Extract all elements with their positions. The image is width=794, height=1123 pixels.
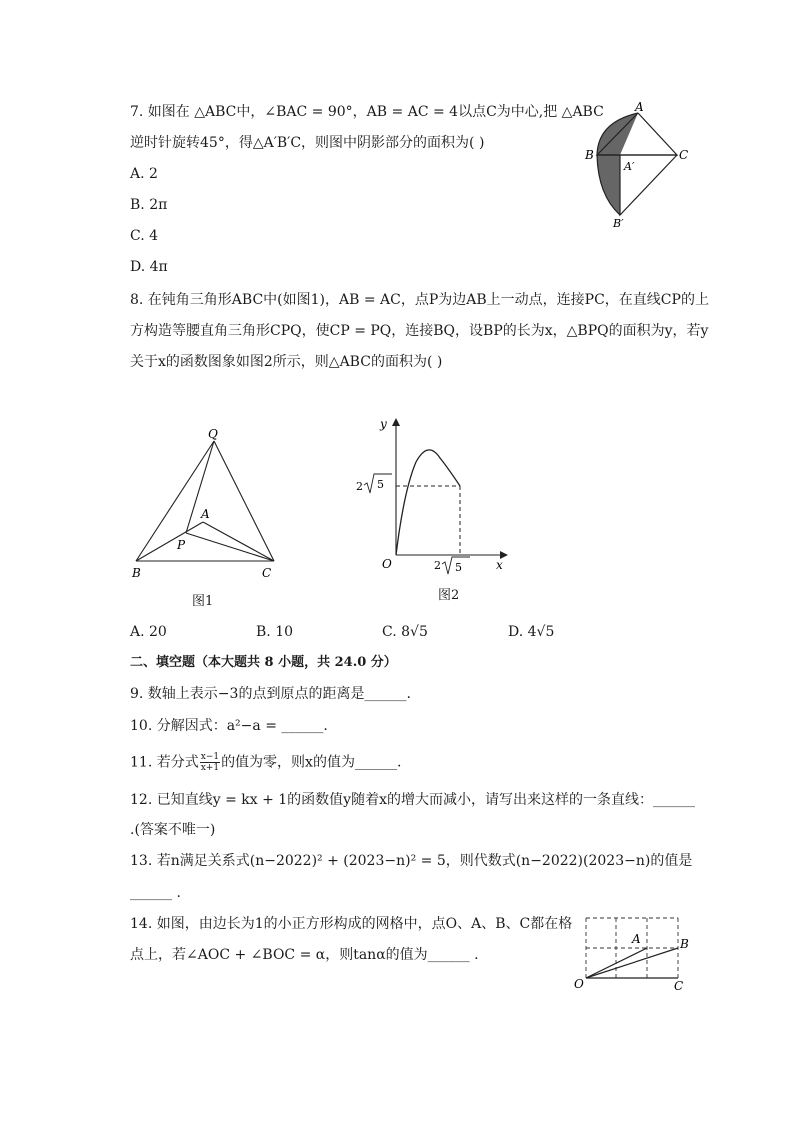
q14-label-o: O — [574, 977, 584, 991]
q14-grid-figure — [570, 912, 695, 997]
section-title: 二、填空题（本大题共 8 小题，共 24.0 分） — [130, 655, 397, 670]
q8-fig1-caption: 图1 — [192, 594, 214, 609]
q11-denominator: x+1 — [200, 763, 220, 773]
q7-option-d: D. 4π — [130, 259, 168, 275]
q8-fig2-y-rad: 5 — [377, 478, 384, 491]
q12-line1: 12. 已知直线y = kx + 1的函数值y随着x的增大而减小，请写出来这样的一条直线：______ — [130, 792, 695, 808]
q13-line2: ______ . — [130, 885, 181, 901]
q14-line2: 点上，若∠AOC + ∠BOC = α，则tanα的值为______ . — [130, 947, 479, 963]
q8-fig1-label-p: P — [177, 538, 186, 552]
q8-figure1 — [128, 425, 288, 585]
q13-line1: 13. 若n满足关系式(n−2022)² + (2023−n)² = 5，则代数式(n−2022)(2023−n)的值是 — [130, 853, 693, 869]
q8-option-c: C. 8√5 — [382, 624, 428, 640]
q8-fig2-label-x: x — [496, 558, 503, 572]
q7-label-a: A — [635, 100, 644, 114]
q7-line2: 逆时针旋转45°，得△A′B′C，则图中阴影部分的面积为( ) — [130, 135, 485, 151]
q7-option-b: B. 2π — [130, 197, 168, 213]
q14-label-c: C — [674, 979, 684, 993]
q11-prefix: 11. 若分式 — [130, 754, 199, 771]
q7-label-b1: B′ — [613, 217, 624, 230]
q11-numerator: x−1 — [200, 752, 220, 762]
q8-option-d: D. 4√5 — [508, 624, 555, 640]
q8-option-a: A. 20 — [130, 624, 167, 640]
q14-label-b: B — [680, 937, 689, 951]
q7-option-a: A. 2 — [130, 166, 158, 182]
q7-figure — [580, 100, 690, 235]
q9-text: 9. 数轴上表示−3的点到原点的距离是______. — [130, 686, 411, 702]
q8-fig2-label-y: y — [380, 417, 387, 431]
q14-label-a: A — [632, 932, 641, 946]
q8-fig2-label-o: O — [382, 557, 392, 571]
q8-line3: 关于x的函数图象如图2所示，则△ABC的面积为( ) — [130, 354, 443, 370]
q8-fig2-x-rad: 5 — [455, 561, 462, 574]
q8-fig1-label-q: Q — [208, 427, 218, 441]
q7-line1: 7. 如图在 △ABC中，∠BAC = 90°，AB = AC = 4以点C为中心,把 △ABC — [130, 104, 604, 120]
q8-fig1-label-c: C — [262, 566, 272, 580]
q8-fig1-label-b: B — [132, 566, 141, 580]
q14-line1: 14. 如图，由边长为1的小正方形构成的网格中，点O、A、B、C都在格 — [130, 916, 573, 932]
q12-line2: .(答案不唯一) — [130, 822, 216, 838]
q8-fig2-x-coef: 2 — [434, 559, 441, 572]
q10-text: 10. 分解因式：a²−a = ______. — [130, 718, 328, 734]
q8-fig1-label-a: A — [201, 507, 210, 521]
q7-label-c: C — [679, 148, 689, 162]
q8-line1: 8. 在钝角三角形ABC中(如图1)，AB = AC，点P为边AB上一动点，连接PC，在直线CP的上 — [130, 292, 709, 308]
q8-line2: 方构造等腰直角三角形CPQ，使CP = PQ，连接BQ，设BP的长为x，△BPQ的面积为y，若y — [130, 323, 709, 339]
q8-figure2 — [350, 410, 515, 585]
q7-option-c: C. 4 — [130, 228, 159, 244]
q11-text — [130, 752, 401, 773]
q8-fig2-caption: 图2 — [438, 588, 460, 603]
q7-label-a1: A′ — [624, 160, 635, 173]
q7-label-b: B — [585, 148, 594, 162]
q8-fig2-y-coef: 2 — [356, 480, 363, 493]
q11-fraction — [200, 752, 220, 773]
q11-suffix: 的值为零，则x的值为______. — [221, 754, 402, 771]
q8-option-b: B. 10 — [256, 624, 294, 640]
